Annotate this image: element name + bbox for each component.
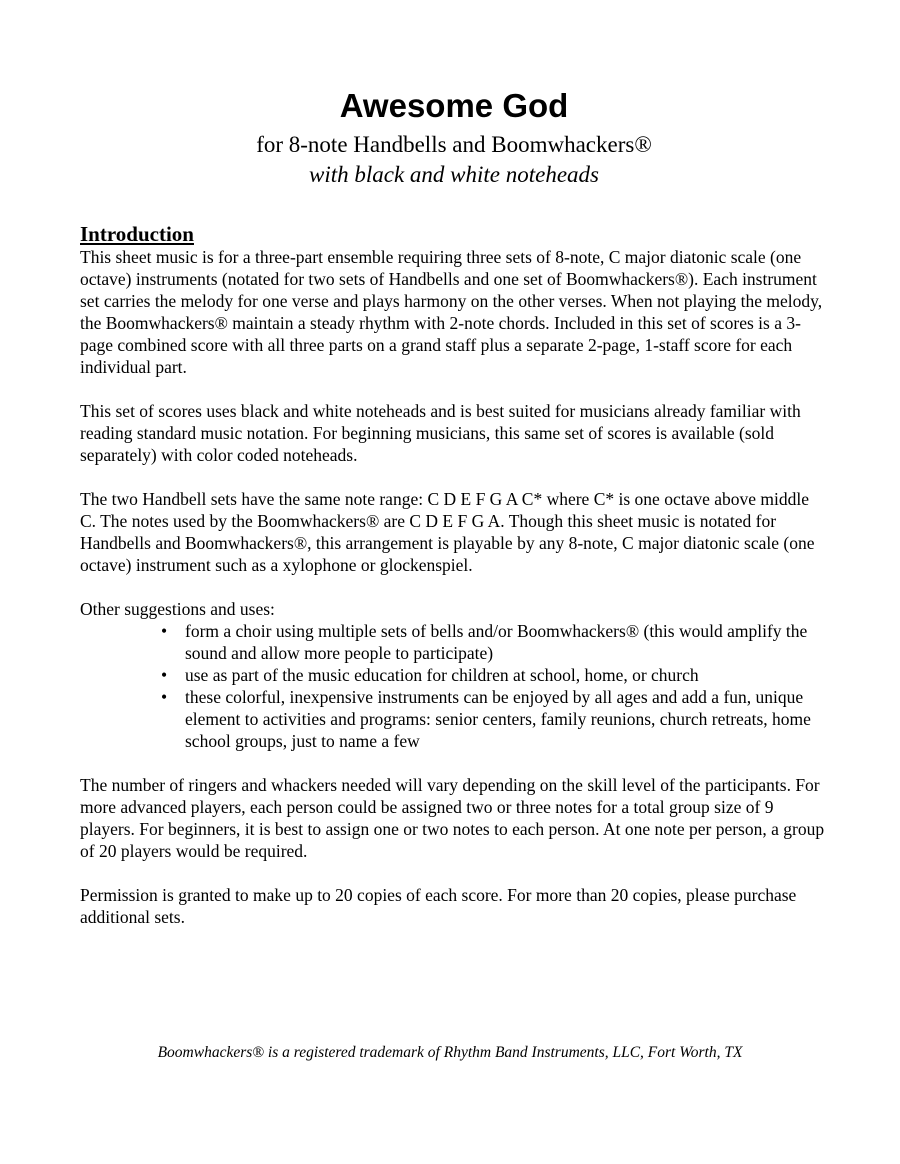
permission-paragraph: Permission is granted to make up to 20 copies of each score. For more than 20 copies, please purchase additional sets. <box>80 885 797 927</box>
list-item-text: form a choir using multiple sets of bells and/or Boomwhackers® (this would amplify the sound and allow more people to participate) <box>185 621 808 663</box>
list-item <box>161 686 828 752</box>
suggestions-label: Other suggestions and uses: <box>80 599 275 619</box>
document-subtitle-italic: with black and white noteheads <box>308 162 599 187</box>
introduction-heading: Introduction <box>80 222 194 246</box>
list-item-text: use as part of the music education for children at school, home, or church <box>185 665 699 685</box>
bullet-icon: • <box>161 665 168 685</box>
list-item-text: these colorful, inexpensive instruments can be enjoyed by all ages and add a fun, unique element to activities and programs: senior centers, family reunions, church retreats, home school groups, just to name a few <box>185 687 811 751</box>
document-title: Awesome God <box>339 87 569 124</box>
intro-paragraph-3: The two Handbell sets have the same note range: C D E F G A C* where C* is one octave above middle C. The notes used by the Boomwhackers® are C D E F G A. Though this sheet music is notated for Handbells and Boomwhackers®, this arrangement is playable by any 8-note, C major diatonic scale (one octave) instrument such as a xylophone or glockenspiel. <box>80 489 815 575</box>
suggestions-list <box>80 620 828 752</box>
list-item <box>161 620 828 664</box>
list-item <box>161 664 828 686</box>
introduction-body <box>80 246 828 950</box>
document-subtitle: for 8-note Handbells and Boomwhackers® <box>256 132 652 157</box>
intro-paragraph-2: This set of scores uses black and white noteheads and is best suited for musicians already familiar with reading standard music notation. For beginning musicians, this same set of scores is available (sold separately) with color coded noteheads. <box>80 401 801 465</box>
ringers-paragraph: The number of ringers and whackers needed will vary depending on the skill level of the participants. For more advanced players, each person could be assigned two or three notes for a total group size of 9 players. For beginners, it is best to assign one or two notes to each person. At one note per person, a group of 20 players would be required. <box>80 775 825 861</box>
bullet-icon: • <box>161 621 168 641</box>
bullet-icon: • <box>161 687 168 707</box>
trademark-footer: Boomwhackers® is a registered trademark of Rhythm Band Instruments, LLC, Fort Worth, TX <box>157 1044 743 1061</box>
intro-paragraph-1: This sheet music is for a three-part ensemble requiring three sets of 8-note, C major diatonic scale (one octave) instruments (notated for two sets of Handbells and one set of Boomwhackers®). Each instrument set carries the melody for one verse and plays harmony on the other verses. When not playing the melody, the Boomwhackers® maintain a steady rhythm with 2-note chords. Included in this set of scores is a 3-page combined score with all three parts on a grand staff plus a separate 2-page, 1-staff score for each individual part. <box>80 247 823 377</box>
